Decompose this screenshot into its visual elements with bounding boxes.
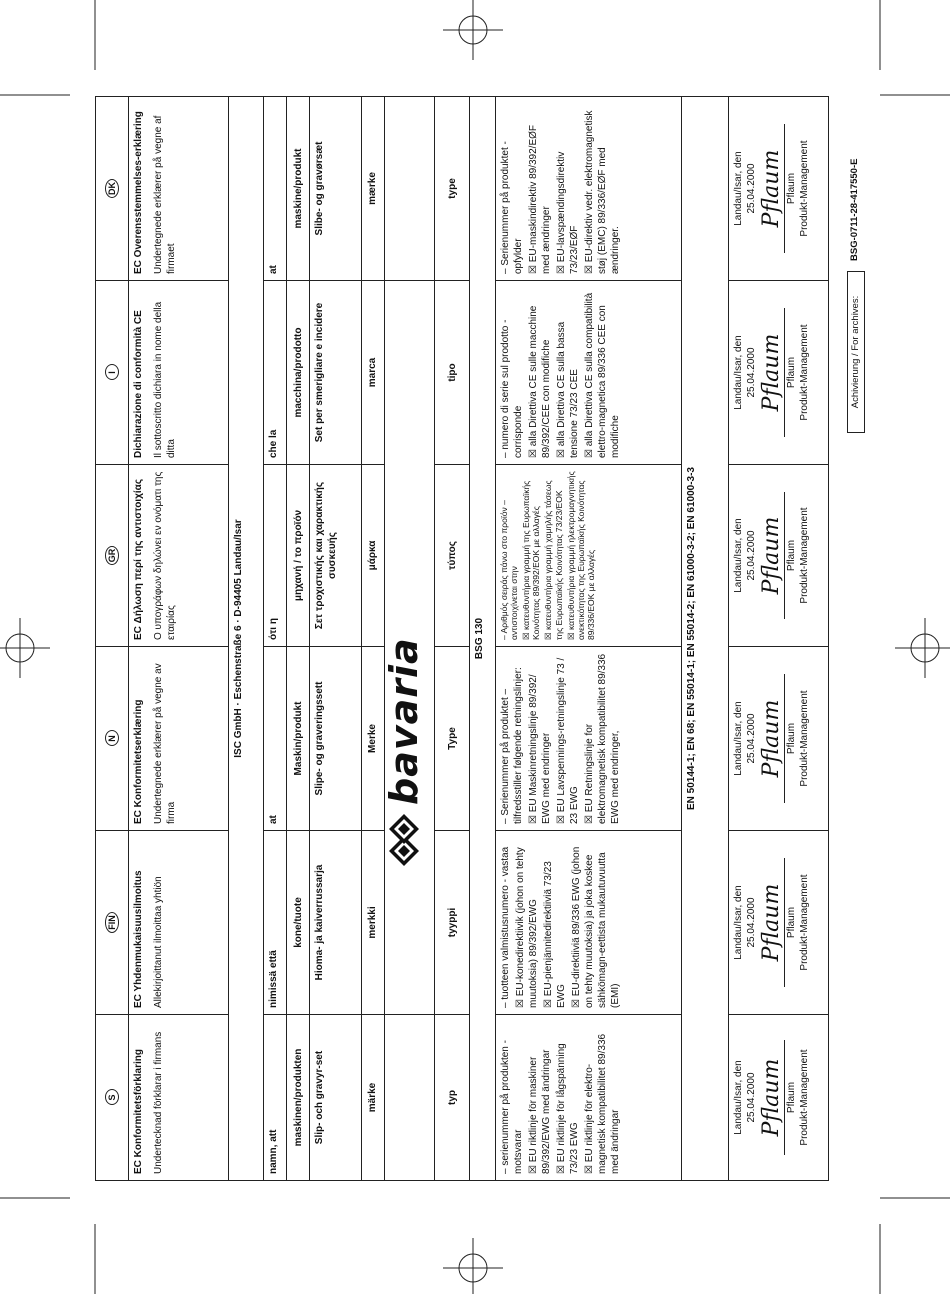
header-dk: EC Overensstemmelses-erklæring Undertegnede erklærer på vegne af firmaet xyxy=(128,97,228,281)
that-label: at xyxy=(263,647,286,831)
declaration-sheet xyxy=(95,97,861,1181)
type-label: tyyppi xyxy=(435,831,470,1015)
header-n: EC Konformitetserklæring Undertegnede erklærer på vegne av firma xyxy=(128,647,228,831)
product-name: Σετ τροχιστικής και χαρακτικής συσκευής xyxy=(310,465,361,647)
signature-block: Landau/Isar, den 25.04.2000 Pflaum Pflaum Produkt-Management xyxy=(728,831,828,1015)
company-address: ISC GmbH · Eschenstraße 6 · D-94405 Landau/Isar xyxy=(228,97,263,1181)
applied-standards: EN 50144-1; EN 68; EN 55014-1; EN 55014-2; EN 61000-3-2; EN 61000-3-3 xyxy=(682,97,729,1181)
brand-label: merkki xyxy=(361,831,384,1015)
lang-code-gr: GR xyxy=(96,465,129,647)
brand-label: märke xyxy=(361,1015,384,1181)
type-label: τύπος xyxy=(435,465,470,647)
lang-code-s: S xyxy=(96,1015,129,1181)
signature-scribble: Pflaum xyxy=(758,1058,784,1137)
that-label: ότι η xyxy=(263,465,286,647)
product-name: Slibe- og gravørsæt xyxy=(310,97,361,281)
directives-n: – Serienummer på produktet – tilfredsstiller følgende retningslinjer: ☒ EU Maskinretningslinje 89/392/ EWG med endringer ☒ EU Lavspennings-retningslinje 73 / 23 EWG ☒ EU Retningslinje for elektromagnetisk kompatibilitet 89/336 EWG med endringer, xyxy=(495,647,681,831)
document-code: BSG-0711-28-417550-E xyxy=(849,158,860,261)
signature-block: Landau/Isar, den 25.04.2000 Pflaum Pflaum Produkt-Management xyxy=(728,1015,828,1181)
archive-label: Achivierung / For archives: xyxy=(847,271,865,433)
signature-block: Landau/Isar, den 25.04.2000 Pflaum Pflaum Produkt-Management xyxy=(728,647,828,831)
declaration-table xyxy=(95,96,829,1181)
lang-code-fin: FIN xyxy=(96,831,129,1015)
lang-code-dk: DK xyxy=(96,97,129,281)
lang-code-i: I xyxy=(96,281,129,465)
directives-s: – serienummer på produkten - motsvarar ☒ EU riktlinje för maskiner 89/392/EWG med ändringar ☒ EU riktlinje för lågspänning 73/23 EWG ☒ EU riktlinje för elektro-magnetisk kompatibilitet 89/336 med ändringar xyxy=(495,1015,681,1181)
header-fin: EC Yhdenmukaisuusilmoitus Allekirjoittanut ilmoittaa yhtiön xyxy=(128,831,228,1015)
product-name: Hioma- ja kaiverrussarja xyxy=(310,831,361,1015)
product-name: Slip- och gravyr-set xyxy=(310,1015,361,1181)
model-number: BSG 130 xyxy=(470,97,496,1181)
signature-block: Landau/Isar, den 25.04.2000 Pflaum Pflaum Produkt-Management xyxy=(728,281,828,465)
directives-dk: – Serienummer på produktet - opfylder ☒ EU-maskindirektiv 89/392/EØF med ændringer ☒ EU-lavspændingsdirektiv 73/23/EØF ☒ EU-direktiv vedr. elektromagnetisk støj (EMC) 89/336/EØF med ændringer. xyxy=(495,97,681,281)
machine-label: maskine/produkt xyxy=(287,97,310,281)
machine-label: kone/tuote xyxy=(287,831,310,1015)
brand-label: Merke xyxy=(361,647,384,831)
machine-label: μηχανή / το προϊόν xyxy=(287,465,310,647)
signature-scribble: Pflaum xyxy=(758,516,784,595)
type-label: tipo xyxy=(435,281,470,465)
product-name: Slipe- og graveringssett xyxy=(310,647,361,831)
brand-label: mærke xyxy=(361,97,384,281)
directives-gr: – Αριθμός σειράς πάνω στο προϊόν – αντιστοιχίνεται στην ☒ κατευθυντήρια γραμμή της Ευρωπαϊκής Κοινότητας 89/392/ΕΟΚ με αλλαγές ☒ κατευθυντήρια γραμμή χαμηλής τάσεως της Ευρωπαϊκής Κοινότητας 73/23/ΕΟΚ ☒ κατευθυντήρια γραμμή ηλεκτρομαγνητικής ανεκτικότητας της Ευρωπαϊκής Κοινότητας 89/336/ΕΟΚ με αλλαγές xyxy=(495,465,681,647)
product-name: Set per smerigliare e incidere xyxy=(310,281,361,465)
that-label: namn, att xyxy=(263,1015,286,1181)
brand-label: μάρκα xyxy=(361,465,384,647)
directives-fin: – tuotteen valmistusnumero - vastaa ☒ EU-konedirektiivik (johon on tehty muutoksia) 89/392/EWG ☒ EU-pienjännitedirektiiviä 73/23 EWG ☒ EU-direktiiviä 89/336 EWG (johon on tehty muutoksia) ja joka koskee sähkömagn-eettista mukautuvuutta (EMI) xyxy=(495,831,681,1015)
that-label: at xyxy=(263,97,286,281)
diamond-logo-icon xyxy=(381,428,426,868)
bavaria-logo xyxy=(381,281,434,1015)
signature-scribble: Pflaum xyxy=(758,699,784,778)
brand-label: marca xyxy=(361,281,384,465)
header-i: Dichiarazione di conformità CE Il sottoscritto dichiara in nome della ditta xyxy=(128,281,228,465)
lang-code-n: N xyxy=(96,647,129,831)
type-label: Type xyxy=(435,647,470,831)
header-s: EC Konformitetsförklaring Undertecknad förklarar i firmans xyxy=(128,1015,228,1181)
archive-footer xyxy=(845,97,865,1181)
directives-i: – numero di serie sul prodotto - corrisponde ☒ alla Direttiva CE sulle macchine 89/392/CEE con modifiche ☒ alla Direttiva CE sulla bassa tensione 73/23 CEE ☒ alla Direttiva CE sulla compatibilità elettro-magnetica 89/336 CEE con modifiche xyxy=(495,281,681,465)
machine-label: Maskin/produkt xyxy=(287,647,310,831)
machine-label: maskinen/produkten xyxy=(287,1015,310,1181)
type-label: typ xyxy=(435,1015,470,1181)
type-label: type xyxy=(435,97,470,281)
signature-scribble: Pflaum xyxy=(758,333,784,412)
signature-scribble: Pflaum xyxy=(758,883,784,962)
header-gr: EC Δήλωση περί της αντιστοιχίας Ο υπογράφων δηλώνει εν ονόματι της εταιρίας xyxy=(128,465,228,647)
that-label: che la xyxy=(263,281,286,465)
signature-block: Landau/Isar, den 25.04.2000 Pflaum Pflaum Produkt-Management xyxy=(728,97,828,281)
svg-text:bavaria: bavaria xyxy=(381,637,426,806)
that-label: nimissä että xyxy=(263,831,286,1015)
signature-scribble: Pflaum xyxy=(758,149,784,228)
signature-block: Landau/Isar, den 25.04.2000 Pflaum Pflaum Produkt-Management xyxy=(728,465,828,647)
machine-label: macchina/prodotto xyxy=(287,281,310,465)
